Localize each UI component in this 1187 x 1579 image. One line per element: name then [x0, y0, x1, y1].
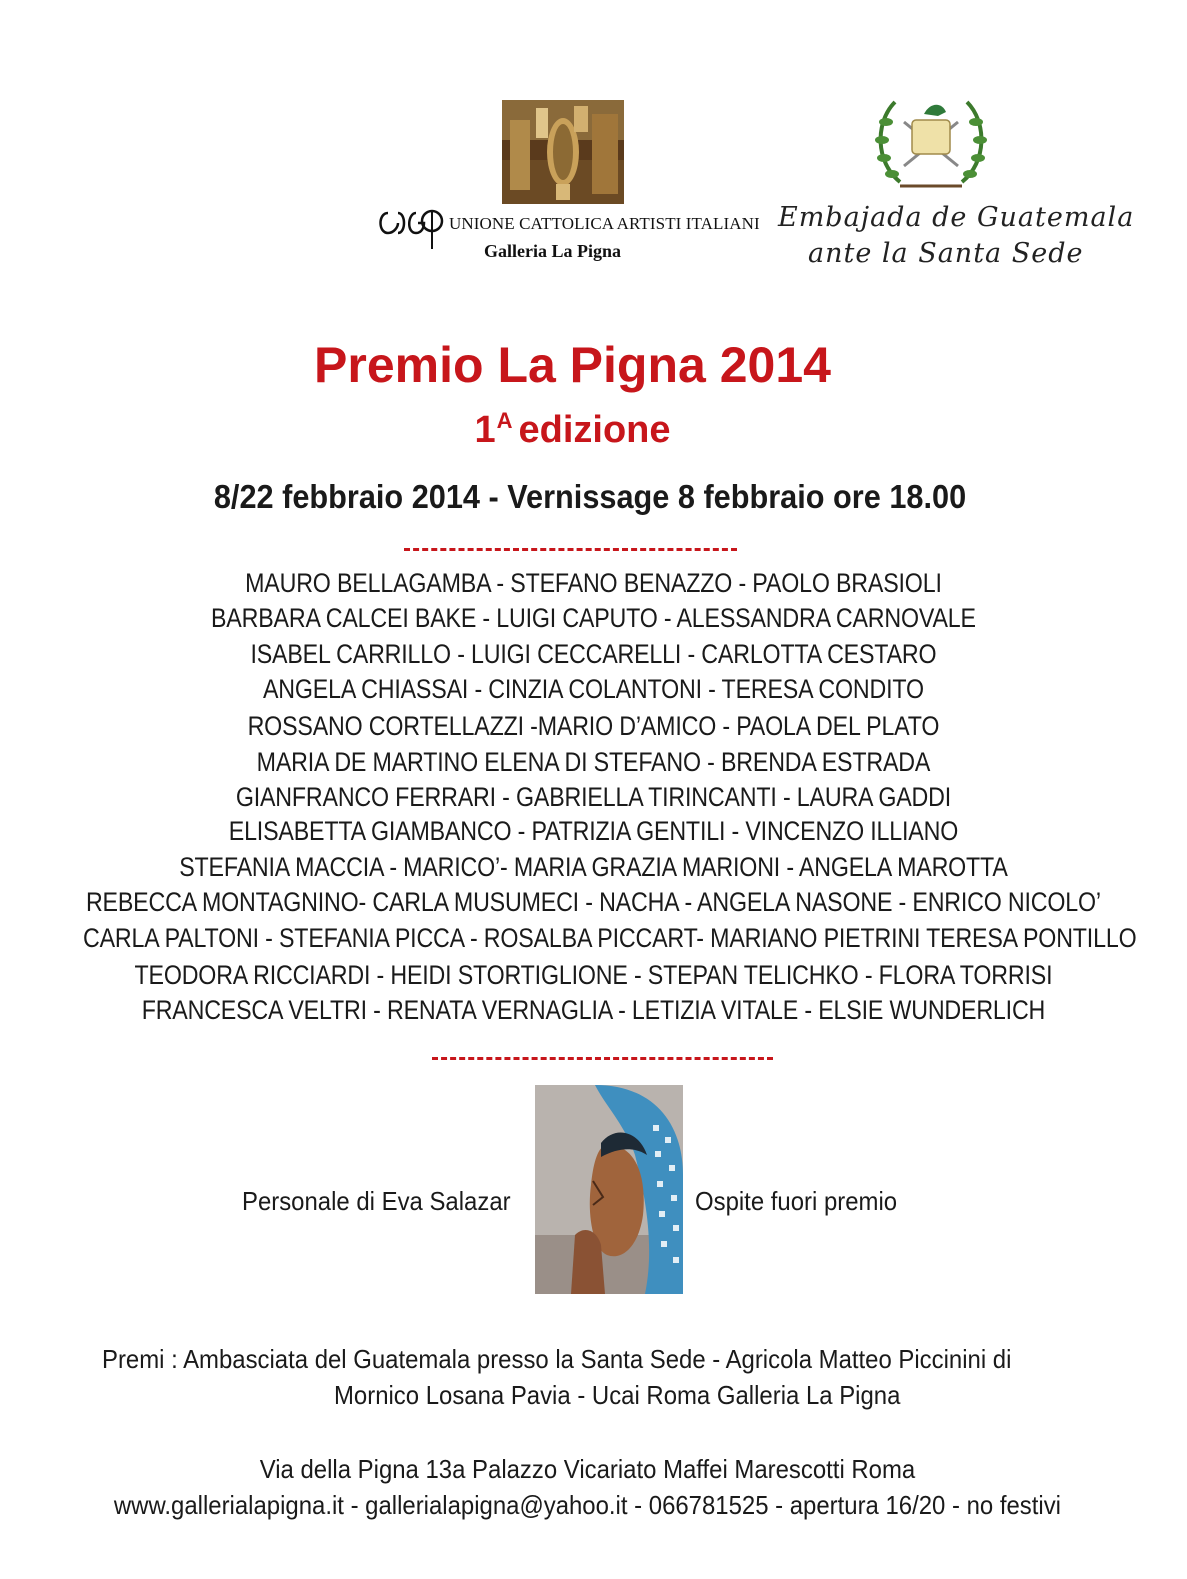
artist-line: ISABEL CARRILLO - LUIGI CECCARELLI - CARLOTTA CESTARO — [250, 639, 937, 669]
guest-personale-label: Personale di Eva Salazar — [242, 1186, 511, 1216]
separator-bottom — [432, 1057, 773, 1060]
artist-line: TEODORA RICCIARDI - HEIDI STORTIGLIONE - STEPAN TELICHKO - FLORA TORRISI — [134, 960, 1053, 990]
pigna-painting-logo — [502, 100, 624, 204]
page-title: Premio La Pigna 2014 — [314, 337, 831, 393]
artist-line: REBECCA MONTAGNINO- CARLA MUSUMECI - NACHA - ANGELA NASONE - ENRICO NICOLO’ — [85, 887, 1101, 917]
artist-line: CARLA PALTONI - STEFANIA PICCA - ROSALBA PICCART- MARIANO PIETRINI TERESA PONTILLO — [83, 923, 1137, 953]
edition-label — [0, 408, 1145, 452]
ucai-name: UNIONE CATTOLICA ARTISTI ITALIANI — [449, 214, 760, 233]
gallery-address: Via della Pigna 13a Palazzo Vicariato Maffei Marescotti Roma — [259, 1454, 916, 1484]
artist-line: FRANCESCA VELTRI - RENATA VERNAGLIA - LETIZIA VITALE - ELSIE WUNDERLICH — [141, 995, 1046, 1025]
artist-line: BARBARA CALCEI BAKE - LUIGI CAPUTO - ALESSANDRA CARNOVALE — [210, 603, 976, 633]
event-dates: 8/22 febbraio 2014 - Vernissage 8 febbraio ore 18.00 — [213, 478, 967, 515]
artist-line: ROSSANO CORTELLAZZI -MARIO D’AMICO - PAOLA DEL PLATO — [247, 711, 940, 741]
guatemala-coat-of-arms-icon — [870, 92, 992, 194]
artist-line: ELISABETTA GIAMBANCO - PATRIZIA GENTILI - VINCENZO ILLIANO — [228, 816, 959, 846]
guest-ospite-label: Ospite fuori premio — [695, 1186, 898, 1216]
edition-number: 1 — [474, 409, 496, 451]
contact-info: www.gallerialapigna.it - gallerialapigna@yahoo.it - 066781525 - apertura 16/20 - no festivi — [113, 1490, 1062, 1520]
embassy-name-line1: Embajada de Guatemala — [778, 202, 1135, 233]
prizes-line-1: Premi : Ambasciata del Guatemala presso la Santa Sede - Agricola Matteo Piccinini di — [102, 1344, 1012, 1374]
edition-word: edizione — [518, 409, 671, 451]
artist-line: ANGELA CHIASSAI - CINZIA COLANTONI - TERESA CONDITO — [262, 674, 924, 704]
artist-line: MARIA DE MARTINO ELENA DI STEFANO - BRENDA ESTRADA — [256, 747, 931, 777]
artist-line: GIANFRANCO FERRARI - GABRIELLA TIRINCANTI - LAURA GADDI — [235, 782, 952, 812]
artist-line: MAURO BELLAGAMBA - STEFANO BENAZZO - PAOLO BRASIOLI — [245, 568, 942, 598]
edition-superscript: A — [496, 408, 513, 433]
separator-top — [404, 548, 737, 551]
artist-line: STEFANIA MACCIA - MARICO’- MARIA GRAZIA MARIONI - ANGELA MAROTTA — [179, 852, 1008, 882]
eva-salazar-portrait — [535, 1085, 683, 1294]
prizes-line-2: Mornico Losana Pavia - Ucai Roma Galleria La Pigna — [334, 1380, 901, 1410]
embassy-name-line2: ante la Santa Sede — [808, 238, 1084, 269]
ucai-monogram-icon — [376, 199, 446, 251]
ucai-gallery-name: Galleria La Pigna — [484, 241, 621, 261]
